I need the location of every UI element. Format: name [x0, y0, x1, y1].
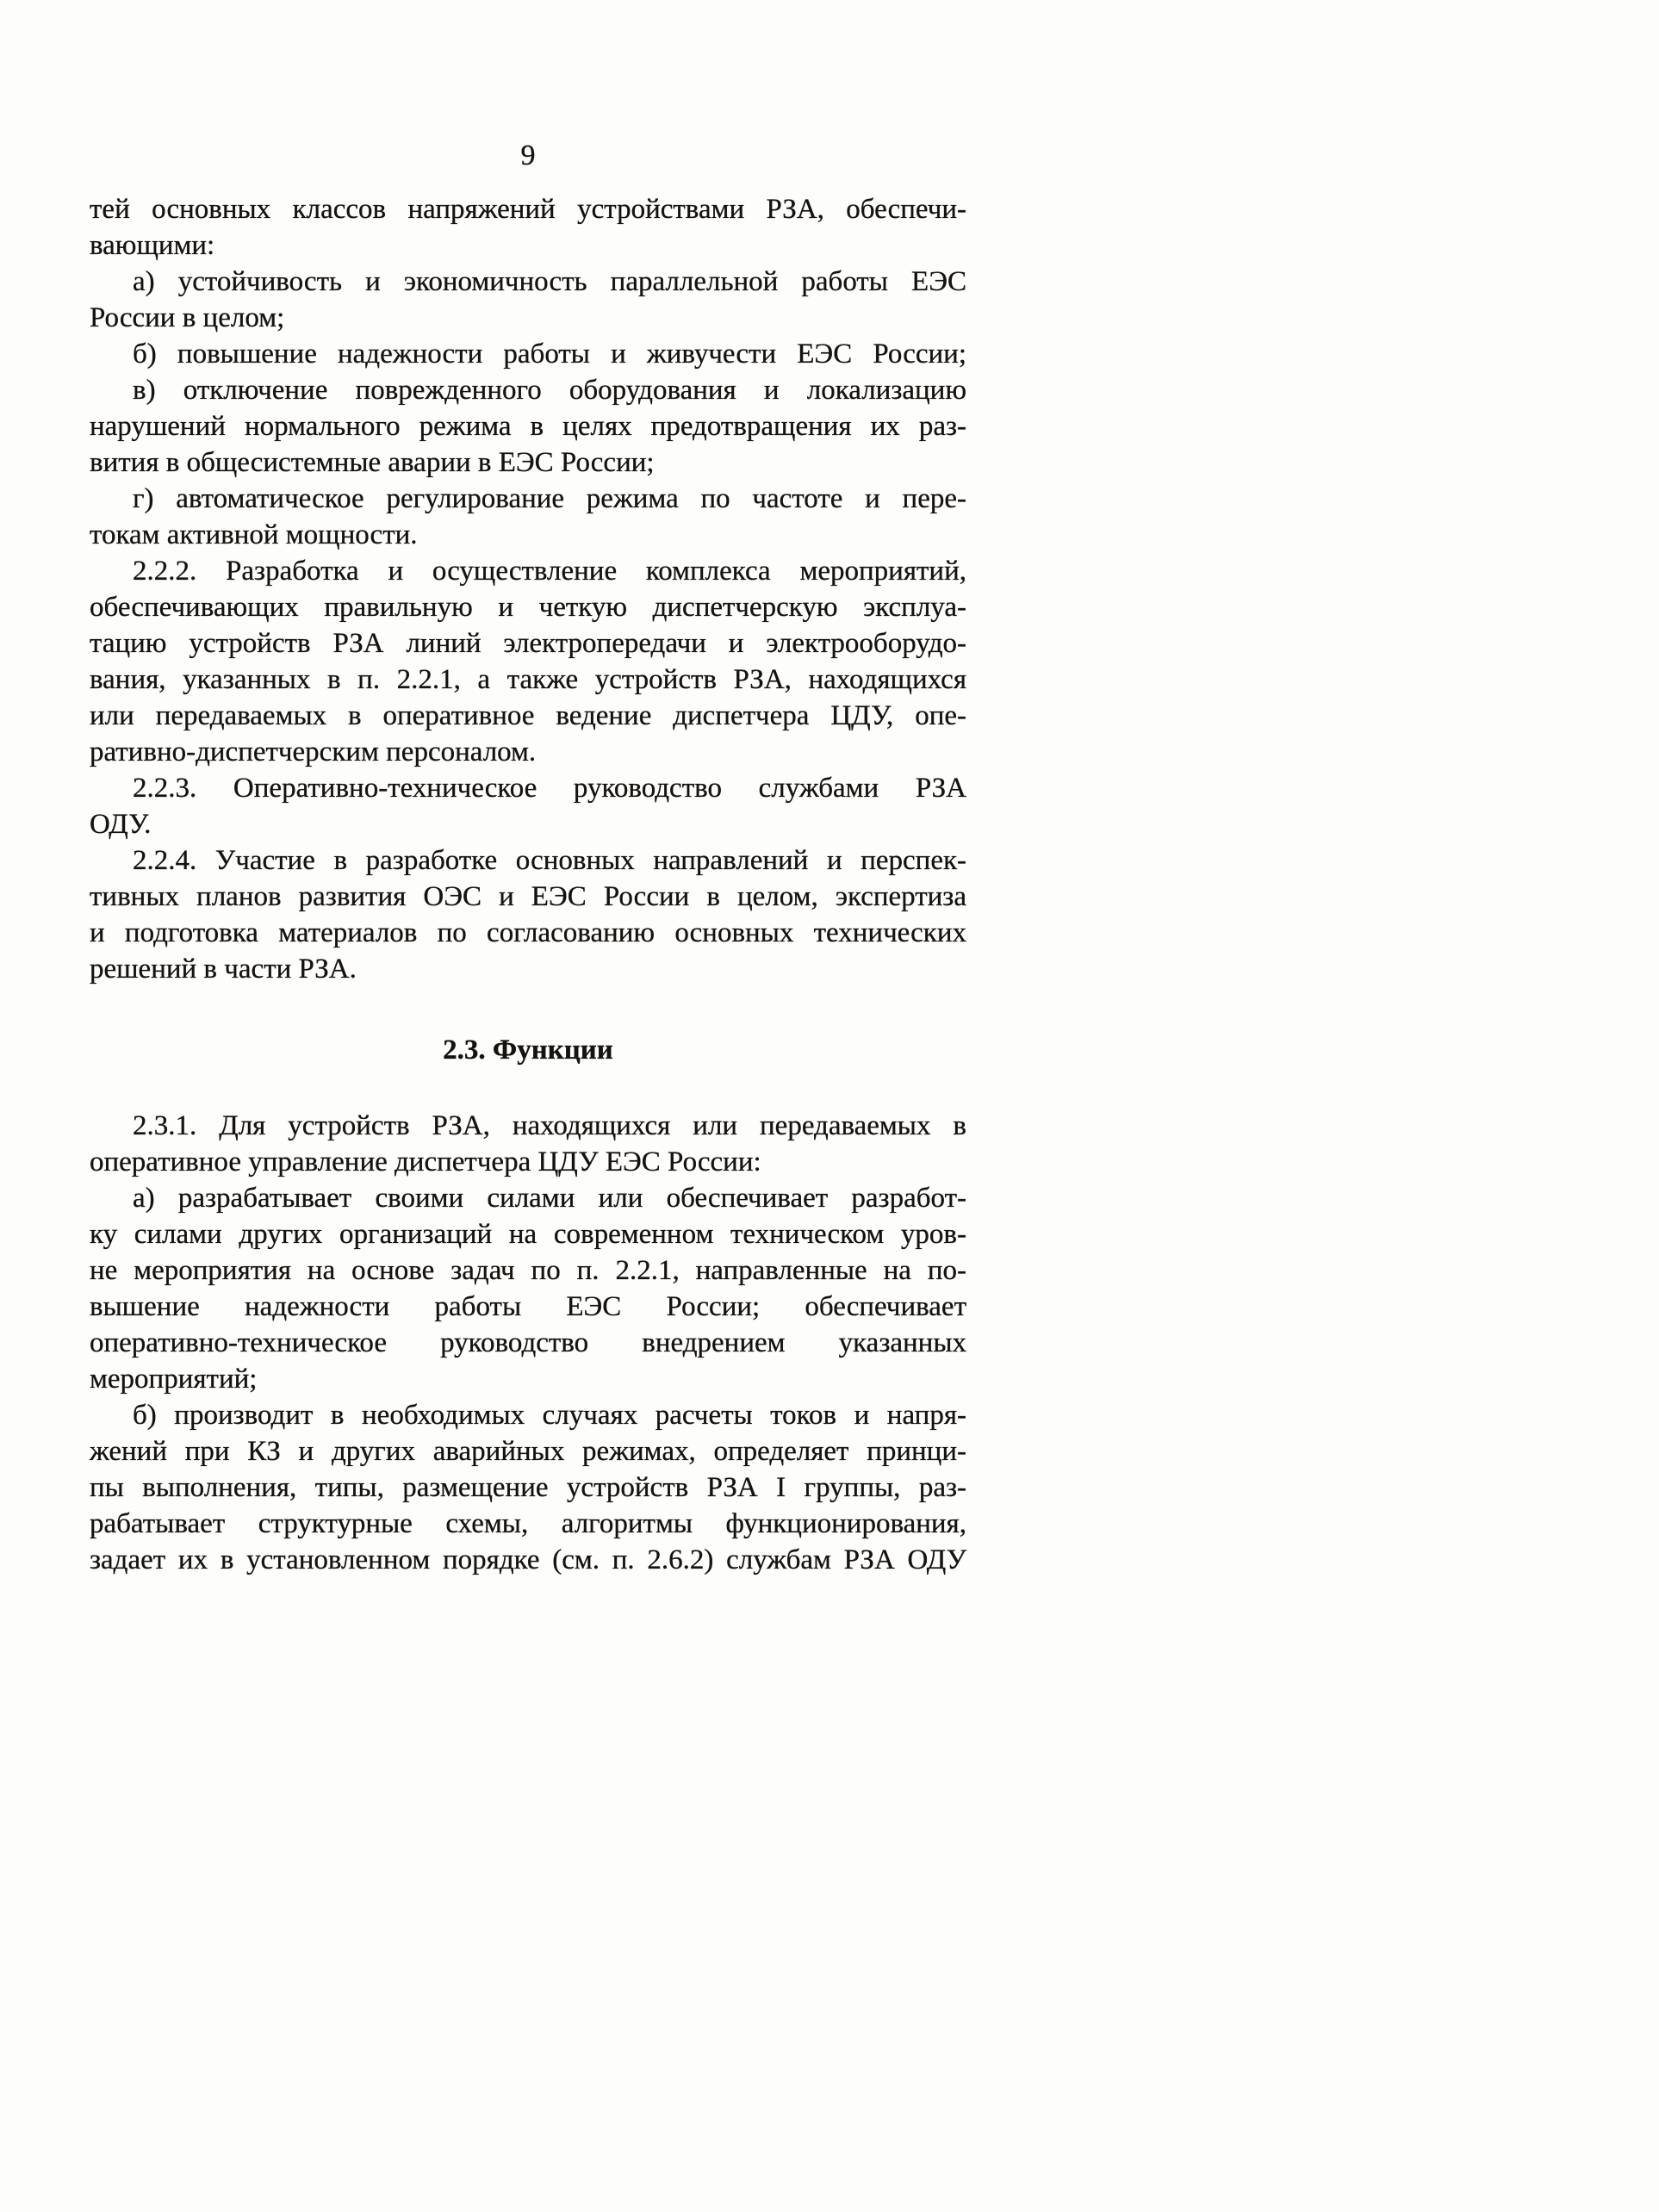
text-line: ративно-диспетчерским персоналом. — [90, 736, 537, 767]
text-line: вития в общесистемные аварии в ЕЭС России; — [90, 447, 655, 478]
text-line: вающими: — [90, 230, 215, 261]
paragraph — [90, 372, 966, 481]
text-line: тей основных классов напряжений устройствами РЗА, обеспечи- — [90, 194, 966, 225]
text-line: б) производит в необходимых случаях расчеты токов и напря- — [133, 1400, 966, 1431]
text-line: а) разрабатывает своими силами или обеспечивает разработ- — [133, 1183, 966, 1214]
text-line: нарушений нормального режима в целях предотвращения их раз- — [90, 411, 966, 442]
text-line: России в целом; — [90, 302, 285, 333]
text-line: ОДУ. — [90, 809, 152, 840]
text-line: рабатывает структурные схемы, алгоритмы функционирования, — [90, 1508, 966, 1539]
text-line: в) отключение поврежденного оборудования и локализацию — [133, 375, 966, 406]
text-line: вания, указанных в п. 2.2.1, а также устройств РЗА, находящихся — [90, 664, 966, 695]
paragraph — [90, 553, 966, 770]
paragraph — [90, 336, 966, 372]
section-heading: 2.3. Функции — [443, 1035, 613, 1066]
text-line: оперативное управление диспетчера ЦДУ ЕЭС России: — [90, 1146, 761, 1177]
text-line: 2.3.1. Для устройств РЗА, находящихся или передаваемых в — [133, 1110, 966, 1141]
text-line: обеспечивающих правильную и четкую диспетчерскую эксплуа- — [90, 592, 966, 623]
paragraph — [90, 481, 966, 553]
page-body — [90, 191, 966, 1578]
paragraph — [90, 770, 966, 842]
text-line: решений в части РЗА. — [90, 954, 357, 985]
paragraph — [90, 191, 966, 264]
paragraph — [90, 264, 966, 336]
text-line: 2.2.2. Разработка и осуществление комплекса мероприятий, — [133, 556, 966, 587]
text-line: жений при КЗ и других аварийных режимах, определяет принци- — [90, 1436, 966, 1467]
text-line: оперативно-техническое руководство внедрением указанных — [90, 1327, 966, 1358]
text-line: и подготовка материалов по согласованию основных технических — [90, 917, 966, 948]
text-line: тивных планов развития ОЭС и ЕЭС России в целом, экспертиза — [90, 881, 966, 912]
text-line: ку силами других организаций на современном техническом уров- — [90, 1219, 966, 1250]
text-line: 2.2.3. Оперативно-техническое руководство службами РЗА — [133, 773, 966, 804]
text-line: вышение надежности работы ЕЭС России; обеспечивает — [90, 1291, 966, 1322]
text-line: а) устойчивость и экономичность параллельной работы ЕЭС — [133, 266, 966, 297]
paragraph — [90, 1180, 966, 1397]
text-line: пы выполнения, типы, размещение устройств РЗА I группы, раз- — [90, 1472, 966, 1503]
paragraph — [90, 1108, 966, 1180]
text-line: тацию устройств РЗА линий электропередачи и электрооборудо- — [90, 628, 966, 659]
text-line: г) автоматическое регулирование режима по частоте и пере- — [133, 483, 966, 514]
text-line: токам активной мощности. — [90, 519, 418, 550]
text-line: задает их в установленном порядке (см. п. 2.6.2) службам РЗА ОДУ — [90, 1544, 966, 1575]
text-line: мероприятий; — [90, 1364, 258, 1395]
page-number: 9 — [520, 140, 536, 171]
text-line: не мероприятия на основе задач по п. 2.2.1, направленные на по- — [90, 1255, 966, 1286]
text-line: или передаваемых в оперативное ведение диспетчера ЦДУ, опе- — [90, 700, 966, 731]
paragraph — [90, 1397, 966, 1578]
text-line: 2.2.4. Участие в разработке основных направлений и перспек- — [133, 845, 966, 876]
paragraph — [90, 842, 966, 987]
text-line: б) повышение надежности работы и живучести ЕЭС России; — [133, 339, 966, 370]
